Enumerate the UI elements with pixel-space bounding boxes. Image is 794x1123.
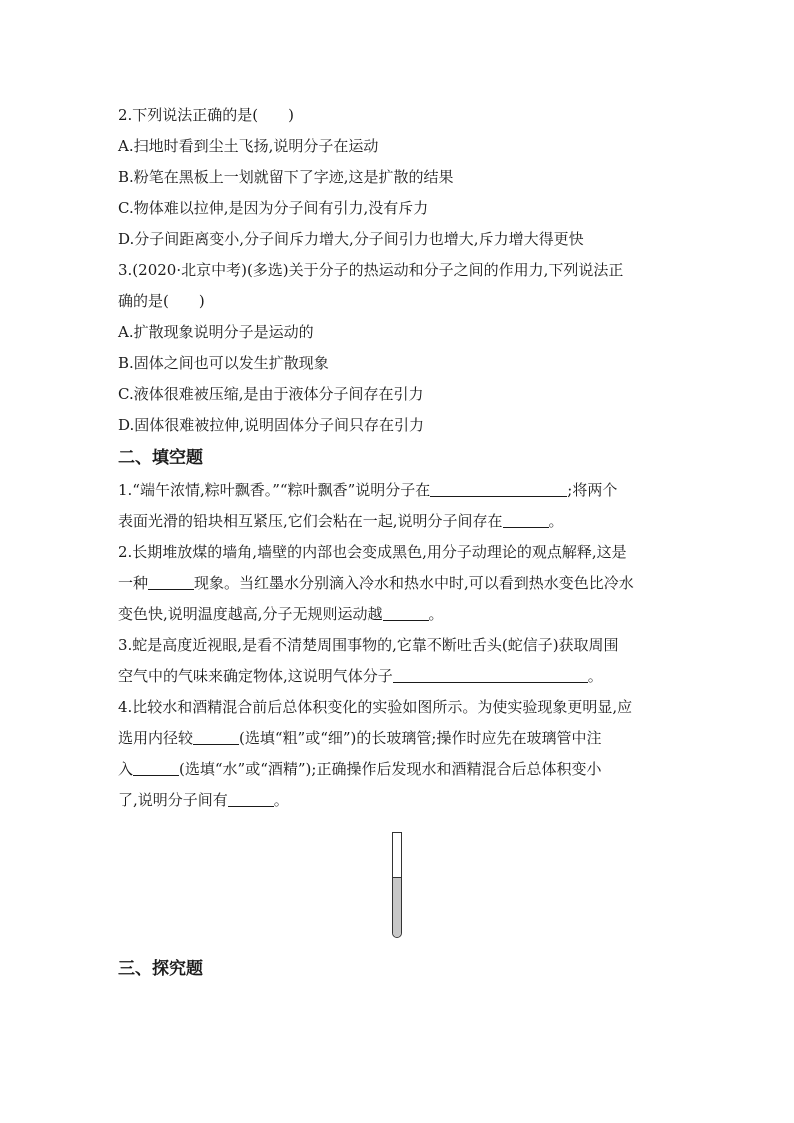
- question-3-stem-line2: 确的是( ): [118, 292, 205, 310]
- fill-2-line3: [118, 599, 678, 630]
- answer-blank: [430, 478, 567, 497]
- fill-4-text-d: (选填“水”或“酒精”);正确操作后发现水和酒精混合后总体积变小: [179, 760, 602, 778]
- fill-3-text-a: 空气中的气味来确定物体,这说明气体分子: [118, 667, 393, 685]
- fill-2-line1: 2.长期堆放煤的墙角,墙壁的内部也会变成黑色,用分子动理论的观点解释,这是: [118, 543, 627, 561]
- fill-3-line1: 3.蛇是高度近视眼,是看不清楚周围事物的,它靠不断吐舌头(蛇信子)获取周围: [118, 636, 619, 654]
- fill-1-text-d: 。: [548, 512, 564, 530]
- section-2-heading: 二、填空题: [118, 448, 203, 468]
- answer-blank: [133, 757, 179, 776]
- question-3-option-d: D.固体很难被拉伸,说明固体分子间只存在引力: [118, 416, 425, 434]
- fill-4-text-e: 了,说明分子间有: [118, 791, 228, 809]
- fill-1-line1: [118, 475, 678, 506]
- answer-blank: [393, 664, 588, 683]
- fill-3-text-b: 。: [587, 667, 603, 685]
- fill-3-line2: [118, 661, 678, 692]
- fill-2-text-d: 。: [428, 605, 444, 623]
- question-2-option-d: D.分子间距离变小,分子间斥力增大,分子间引力也增大,斥力增大得更快: [118, 230, 584, 248]
- question-2-option-a: A.扫地时看到尘土飞扬,说明分子在运动: [118, 137, 379, 155]
- question-2-option-c: C.物体难以拉伸,是因为分子间有引力,没有斥力: [118, 199, 429, 217]
- question-3-option-a: A.扩散现象说明分子是运动的: [118, 323, 314, 341]
- answer-blank: [383, 602, 429, 621]
- fill-1-line2: [118, 506, 678, 537]
- section-3-heading: 三、探究题: [118, 959, 203, 979]
- answer-blank: [148, 571, 194, 590]
- fill-4-line1: 4.比较水和酒精混合前后总体积变化的实验如图所示。为使实验现象更明显,应: [118, 698, 633, 716]
- question-content: [118, 100, 678, 816]
- fill-4-text-f: 。: [273, 791, 289, 809]
- glass-tube: [392, 832, 402, 938]
- fill-2-text-b: 现象。当红墨水分别滴入冷水和热水中时,可以看到热水变色比冷水: [194, 574, 634, 592]
- fill-4-line2: [118, 723, 678, 754]
- question-3-option-b: B.固体之间也可以发生扩散现象: [118, 354, 329, 372]
- question-3-stem-line1: 3.(2020·北京中考)(多选)关于分子的热运动和分子之间的作用力,下列说法正: [118, 261, 624, 279]
- question-2-option-b: B.粉笔在黑板上一划就留下了字迹,这是扩散的结果: [118, 168, 454, 186]
- glass-tube-figure: [392, 832, 406, 942]
- fill-2-line2: [118, 568, 678, 599]
- fill-4-line4: [118, 785, 678, 816]
- fill-4-line3: [118, 754, 678, 785]
- fill-4-text-c: 入: [118, 760, 134, 778]
- answer-blank: [503, 509, 549, 528]
- answer-blank: [193, 726, 239, 745]
- tube-liquid: [393, 877, 401, 937]
- fill-4-text-a: 选用内径较: [118, 729, 194, 747]
- question-3-option-c: C.液体很难被压缩,是由于液体分子间存在引力: [118, 385, 424, 403]
- fill-2-text-c: 变色快,说明温度越高,分子无规则运动越: [118, 605, 383, 623]
- question-2-stem: 2.下列说法正确的是( ): [118, 106, 295, 124]
- fill-1-text-b: ;将两个: [567, 481, 618, 499]
- fill-2-text-a: 一种: [118, 574, 149, 592]
- fill-4-text-b: (选填“粗”或“细”)的长玻璃管;操作时应先在玻璃管中注: [239, 729, 602, 747]
- answer-blank: [228, 788, 274, 807]
- fill-1-text-c: 表面光滑的铅块相互紧压,它们会粘在一起,说明分子间存在: [118, 512, 503, 530]
- fill-1-text-a: 1.“端午浓情,粽叶飘香。”“粽叶飘香”说明分子在: [118, 481, 431, 499]
